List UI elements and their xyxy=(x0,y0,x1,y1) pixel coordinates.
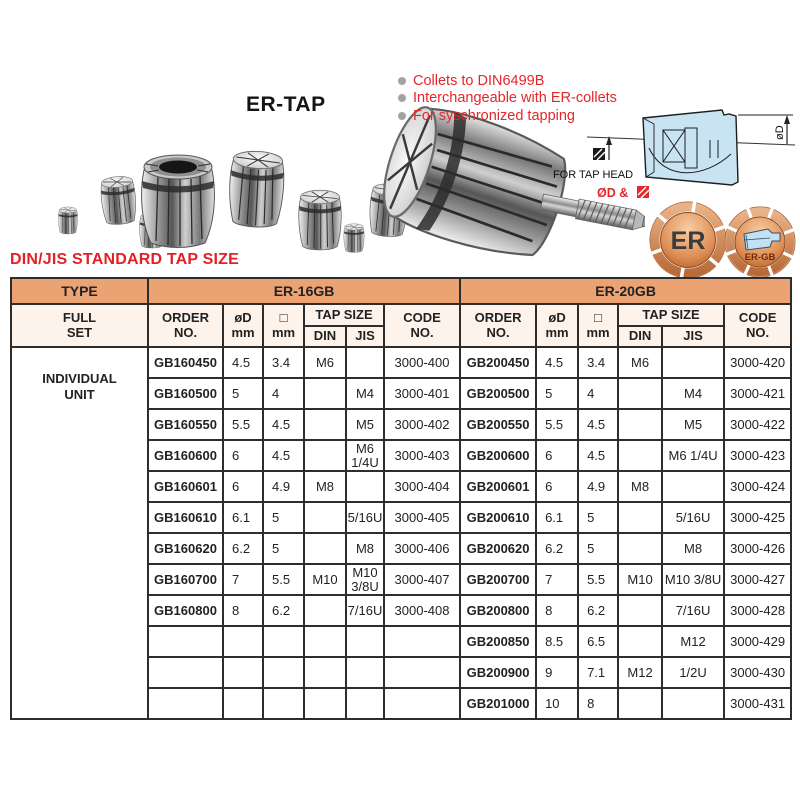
cell-code xyxy=(384,688,460,719)
cell-sq: 6.2 xyxy=(263,595,304,626)
full-set-type-cell: INDIVIDUAL UNIT xyxy=(11,347,148,719)
cell-jis xyxy=(346,657,384,688)
cell-code: 3000-405 xyxy=(384,502,460,533)
header-order-no: ORDER NO. xyxy=(148,304,223,347)
cell-sq xyxy=(263,688,304,719)
cell-jis: M12 xyxy=(662,626,724,657)
cell-order: GB200850 xyxy=(460,626,536,657)
cell-order: GB200600 xyxy=(460,440,536,471)
cell-jis xyxy=(346,688,384,719)
cell-din xyxy=(618,502,662,533)
cell-din xyxy=(618,626,662,657)
cell-order xyxy=(148,657,223,688)
cell-sq: 8 xyxy=(578,688,618,719)
bullet-icon xyxy=(398,112,406,120)
header-din: DIN xyxy=(304,326,346,347)
header-diameter: øD mm xyxy=(536,304,578,347)
header-square: □ mm xyxy=(263,304,304,347)
cell-d: 8.5 xyxy=(536,626,578,657)
cell-d: 7 xyxy=(536,564,578,595)
header-code-no: CODE NO. xyxy=(384,304,460,347)
cell-din: M12 xyxy=(618,657,662,688)
header-jis: JIS xyxy=(346,326,384,347)
cell-code xyxy=(384,657,460,688)
cell-sq: 5 xyxy=(578,502,618,533)
cell-code: 3000-403 xyxy=(384,440,460,471)
cell-jis: 7/16U xyxy=(662,595,724,626)
cell-sq: 5 xyxy=(578,533,618,564)
cell-sq: 5.5 xyxy=(263,564,304,595)
cell-code: 3000-426 xyxy=(724,533,791,564)
cell-sq xyxy=(263,657,304,688)
cell-d: 6.1 xyxy=(536,502,578,533)
cell-d: 9 xyxy=(536,657,578,688)
cell-jis: M4 xyxy=(346,378,384,409)
cell-order: GB160800 xyxy=(148,595,223,626)
cell-code: 3000-422 xyxy=(724,409,791,440)
header-er20gb: ER-20GB xyxy=(460,278,791,304)
cell-din xyxy=(304,595,346,626)
cell-jis: M8 xyxy=(346,533,384,564)
cell-sq: 6.2 xyxy=(578,595,618,626)
cell-jis xyxy=(346,347,384,378)
cell-d: 6 xyxy=(536,440,578,471)
cell-jis xyxy=(662,347,724,378)
header-type: TYPE xyxy=(11,278,148,304)
cell-order: GB160700 xyxy=(148,564,223,595)
cell-code: 3000-407 xyxy=(384,564,460,595)
cell-jis: M8 xyxy=(662,533,724,564)
cell-order: GB200620 xyxy=(460,533,536,564)
cell-din xyxy=(618,533,662,564)
cell-sq: 4.5 xyxy=(263,440,304,471)
brand-badges xyxy=(648,198,798,282)
cell-order: GB200700 xyxy=(460,564,536,595)
header-diameter: øD mm xyxy=(223,304,263,347)
cell-d: 5 xyxy=(536,378,578,409)
header-full-set: FULL SET xyxy=(11,304,148,347)
feature-text: For syschronized tapping xyxy=(413,107,575,124)
cell-d: 5.5 xyxy=(536,409,578,440)
cell-din xyxy=(618,688,662,719)
cell-jis: 1/2U xyxy=(662,657,724,688)
cell-order: GB160620 xyxy=(148,533,223,564)
cell-jis: M10 3/8U xyxy=(662,564,724,595)
tap-size-table xyxy=(10,277,792,720)
collet-group-illustration xyxy=(58,150,409,252)
cell-order: GB200450 xyxy=(460,347,536,378)
cell-d: 6.1 xyxy=(223,502,263,533)
cell-sq: 4.9 xyxy=(578,471,618,502)
cell-code: 3000-404 xyxy=(384,471,460,502)
cell-jis: 5/16U xyxy=(346,502,384,533)
cell-sq: 5 xyxy=(263,502,304,533)
product-title: ER-TAP xyxy=(246,93,326,116)
cell-sq: 7.1 xyxy=(578,657,618,688)
cell-din xyxy=(618,440,662,471)
cell-din xyxy=(304,657,346,688)
cell-order: GB160610 xyxy=(148,502,223,533)
cell-d: 5 xyxy=(223,378,263,409)
cell-sq: 6.5 xyxy=(578,626,618,657)
cell-jis xyxy=(662,688,724,719)
header-code-no: CODE NO. xyxy=(724,304,791,347)
cell-din xyxy=(304,502,346,533)
cell-order: GB160500 xyxy=(148,378,223,409)
cell-d: 6 xyxy=(223,471,263,502)
cell-din xyxy=(304,440,346,471)
cell-d xyxy=(223,626,263,657)
header-er16gb: ER-16GB xyxy=(148,278,460,304)
cell-d: 6.2 xyxy=(536,533,578,564)
table-header-row xyxy=(11,278,791,304)
feature-text: Collets to DIN6499B xyxy=(413,72,545,89)
cell-code: 3000-402 xyxy=(384,409,460,440)
cell-jis: M6 1/4U xyxy=(662,440,724,471)
cell-order: GB200550 xyxy=(460,409,536,440)
cell-order: GB160450 xyxy=(148,347,223,378)
cell-d: 5.5 xyxy=(223,409,263,440)
header-tap-size: TAP SIZE xyxy=(304,304,384,326)
header-tap-size: TAP SIZE xyxy=(618,304,724,326)
tap-head-label: FOR TAP HEAD xyxy=(552,169,634,181)
header-jis: JIS xyxy=(662,326,724,347)
er-badge-label: ER xyxy=(670,227,706,255)
cell-din xyxy=(304,688,346,719)
bullet-icon xyxy=(398,77,406,85)
cell-order: GB200900 xyxy=(460,657,536,688)
d-dim-label: øD xyxy=(774,125,786,140)
cell-din: M6 xyxy=(618,347,662,378)
cell-code: 3000-423 xyxy=(724,440,791,471)
cell-jis xyxy=(346,626,384,657)
cell-code: 3000-401 xyxy=(384,378,460,409)
cell-order xyxy=(148,626,223,657)
cell-d xyxy=(223,657,263,688)
cell-order: GB200800 xyxy=(460,595,536,626)
collet-cross-section-diagram xyxy=(545,98,800,210)
cell-din xyxy=(304,378,346,409)
cell-sq: 4.5 xyxy=(578,409,618,440)
cell-d xyxy=(223,688,263,719)
cell-code: 3000-428 xyxy=(724,595,791,626)
header-order-no: ORDER NO. xyxy=(460,304,536,347)
dims-label: ØD & xyxy=(597,186,629,200)
cell-code: 3000-425 xyxy=(724,502,791,533)
cell-din: M6 xyxy=(304,347,346,378)
table-subheader-row xyxy=(11,304,791,326)
cell-d: 6 xyxy=(536,471,578,502)
cell-sq: 3.4 xyxy=(263,347,304,378)
cell-code: 3000-421 xyxy=(724,378,791,409)
cell-d: 6.2 xyxy=(223,533,263,564)
cell-jis xyxy=(662,471,724,502)
cell-d: 4.5 xyxy=(536,347,578,378)
cell-sq: 4 xyxy=(263,378,304,409)
er-gb-badge xyxy=(725,207,795,277)
header-square: □ mm xyxy=(578,304,618,347)
cell-d: 10 xyxy=(536,688,578,719)
cell-d: 8 xyxy=(536,595,578,626)
cell-code: 3000-427 xyxy=(724,564,791,595)
cell-jis: 5/16U xyxy=(662,502,724,533)
cell-din xyxy=(618,409,662,440)
section-title: DIN/JIS STANDARD TAP SIZE xyxy=(10,251,240,268)
cell-code: 3000-429 xyxy=(724,626,791,657)
cell-order: GB200500 xyxy=(460,378,536,409)
cell-sq: 4.5 xyxy=(263,409,304,440)
open-bore-collet-illustration xyxy=(142,155,215,248)
square-dim-red-icon xyxy=(637,186,649,198)
cell-d: 8 xyxy=(223,595,263,626)
cell-sq: 4.5 xyxy=(578,440,618,471)
cell-din xyxy=(304,533,346,564)
cell-d: 6 xyxy=(223,440,263,471)
cell-din xyxy=(304,409,346,440)
cell-sq: 3.4 xyxy=(578,347,618,378)
cell-din xyxy=(618,595,662,626)
cell-din: M10 xyxy=(304,564,346,595)
table-row xyxy=(11,347,791,378)
cell-sq: 4.9 xyxy=(263,471,304,502)
cell-jis: 7/16U xyxy=(346,595,384,626)
cell-jis xyxy=(346,471,384,502)
cell-din xyxy=(618,378,662,409)
cell-sq: 5 xyxy=(263,533,304,564)
cell-din: M8 xyxy=(304,471,346,502)
cell-sq: 5.5 xyxy=(578,564,618,595)
dims-label-group xyxy=(597,186,649,200)
header-din: DIN xyxy=(618,326,662,347)
bullet-icon xyxy=(398,94,406,102)
cell-jis: M6 1/4U xyxy=(346,440,384,471)
cell-jis: M5 xyxy=(662,409,724,440)
cell-code: 3000-424 xyxy=(724,471,791,502)
cell-order: GB160600 xyxy=(148,440,223,471)
cell-code: 3000-431 xyxy=(724,688,791,719)
cell-code: 3000-420 xyxy=(724,347,791,378)
cell-jis: M4 xyxy=(662,378,724,409)
cell-din: M10 xyxy=(618,564,662,595)
cell-d: 7 xyxy=(223,564,263,595)
feature-item xyxy=(398,72,617,90)
cell-order: GB200610 xyxy=(460,502,536,533)
cell-d: 4.5 xyxy=(223,347,263,378)
cell-order: GB160601 xyxy=(148,471,223,502)
cell-code: 3000-400 xyxy=(384,347,460,378)
cell-sq xyxy=(263,626,304,657)
cell-jis: M5 xyxy=(346,409,384,440)
er-badge xyxy=(650,202,726,279)
feature-text: Interchangeable with ER-collets xyxy=(413,90,617,107)
cell-din: M8 xyxy=(618,471,662,502)
cell-order xyxy=(148,688,223,719)
cell-sq: 4 xyxy=(578,378,618,409)
square-dim-icon xyxy=(593,148,605,160)
cell-jis: M10 3/8U xyxy=(346,564,384,595)
cell-code: 3000-430 xyxy=(724,657,791,688)
cell-order: GB201000 xyxy=(460,688,536,719)
cell-code: 3000-406 xyxy=(384,533,460,564)
cell-din xyxy=(304,626,346,657)
cell-order: GB160550 xyxy=(148,409,223,440)
cell-order: GB200601 xyxy=(460,471,536,502)
cell-code xyxy=(384,626,460,657)
cell-code: 3000-408 xyxy=(384,595,460,626)
er-gb-badge-label: ER-GB xyxy=(744,252,776,263)
